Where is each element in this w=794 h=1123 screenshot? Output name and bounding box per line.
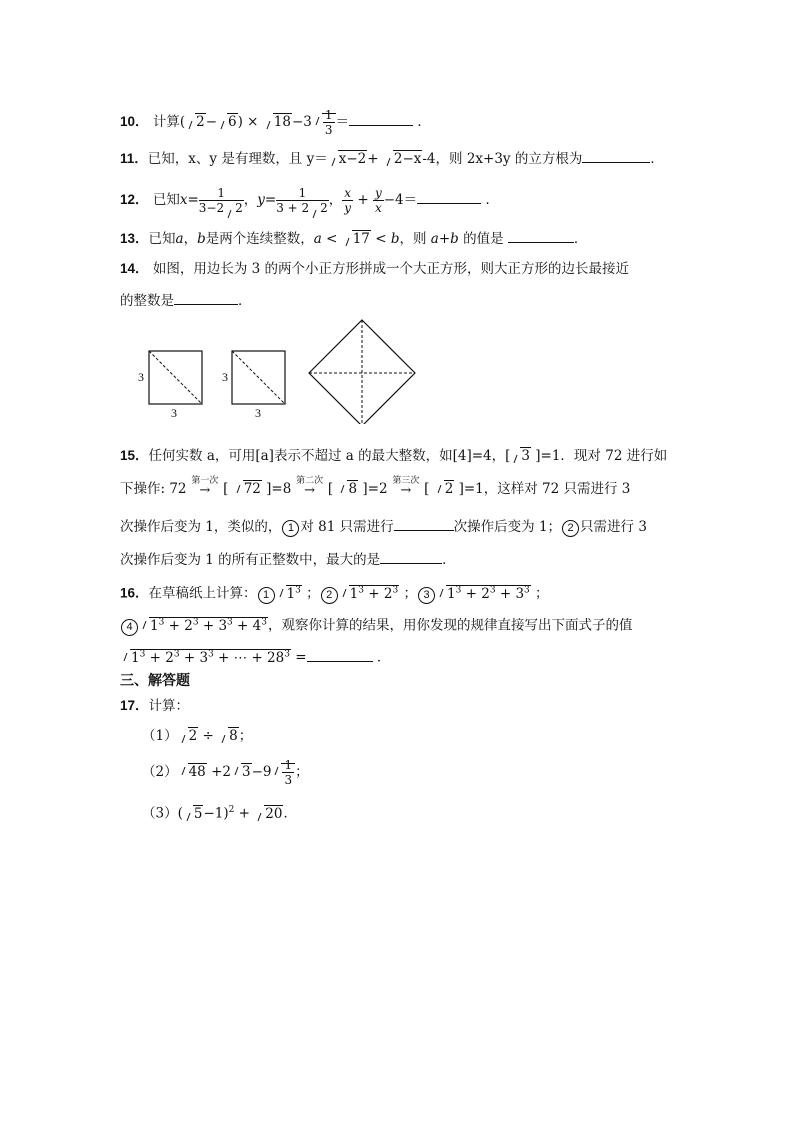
question-text: 在草稿纸上计算： [148,585,257,602]
equals: ＝ [403,192,418,208]
period: ． [573,231,588,247]
question-text: ，则 2x+3y 的立方根为 [435,151,583,167]
arrow-step-1: 第一次 → [191,476,219,498]
question-17-part1: （1） 2 ÷ 8； [142,728,253,744]
question-number: 11． [120,151,148,166]
question-text: ，观察你计算的结果，用你发现的规律直接写出下面式子的值 [267,617,633,634]
question-text: 次操作后变为 1，类似的， [120,519,282,535]
question-14-line2 [120,290,252,311]
question-17-part2: （2） 48 +2 3−9 $\frac{1}{3}$ ； [142,758,309,787]
period: ． [442,552,456,568]
question-text: 只需进行 3 [580,519,647,535]
side-label: 3 [171,406,177,420]
question-number: 15． [120,448,149,463]
diagonal-2 [232,351,285,404]
question-13: 13．已知a，b是两个连续整数，a < 17 < b，则 a+b 的值是 ． [120,228,587,249]
question-text: 已知，x、y 是有理数，且 y＝ [147,151,328,167]
answer-blank[interactable] [380,549,442,564]
question-text: 的整数是 [120,293,174,309]
circled-number: 4 [121,619,138,636]
comma: ， [243,192,258,208]
question-text: 任何实数 a，可用[a]表示不超过 a 的最大整数，如[4]=4，[ [148,448,511,464]
answer-blank[interactable] [349,111,413,126]
circled-number: 2 [321,587,338,604]
question-15-line2: 下操作: 72 第一次 → [ 72 ]=8 第二次 → [ 8 ]=2 第三次 → [ 2 ]=1，这样对 72 只需进行 3 [120,476,630,502]
question-text: 计算 [152,114,180,130]
circled-number: 1 [258,587,275,604]
question-11: 11．已知，x、y 是有理数，且 y＝ x−2+ 2−x-4，则 2x+3y 的立方根为 ． [120,148,664,169]
answer-blank[interactable] [394,516,454,531]
question-number: 13． [120,231,149,246]
question-17-part3: （3）( 5−1)$^2$ + 20． [142,805,297,822]
answer-blank[interactable] [508,228,574,243]
question-text: 已知 [148,231,176,247]
circled-number: 2 [562,520,579,537]
period: ． [485,192,499,208]
question-text: 次操作后变为 1 的所有正整数中，最大的是 [120,552,381,568]
circled-number: 1 [282,520,299,537]
period: ． [417,114,431,130]
question-number: 12． [120,192,149,207]
diagonal-1 [149,351,202,404]
answer-blank[interactable] [174,290,238,305]
question-16-line2: 4 $1^3 + 2^3 + 3^3 + 4^3$，观察你计算的结果，用你发现的规律直接写出下面式子的值 [120,612,632,636]
question-number: 17． [120,698,149,713]
squares-figure [130,318,430,424]
side-label: 3 [222,370,228,384]
period: ． [376,649,391,666]
section-heading: 三、解答题 [120,672,190,688]
side-label: 3 [255,406,261,420]
question-16-line3: $1^3 + 2^3 + 3^3$ + ⋯ + $28^3$ = ． [120,644,390,668]
question-text: ]=1．现对 72 进行如 [535,448,668,464]
question-12: 12． 已知x= $\frac{1}{3-2 2}$ ，y= $\frac{1}{3 + 2 2}$ ， $\frac{x}{y}$ + $\frac{y}{x}$ −4＝ ． [120,186,499,215]
arrow-step-2: 第二次 → [296,476,324,498]
question-number: 10． [120,114,149,129]
arrow-step-3: 第三次 → [392,476,420,498]
question-text: 下操作: 72 [120,481,187,497]
question-text: 计算： [148,698,190,714]
question-17 [120,696,189,716]
question-number: 14． [120,261,149,276]
question-text: ，这样对 72 只需进行 3 [483,481,631,497]
answer-blank[interactable] [307,647,373,662]
question-text: 已知 [152,192,180,208]
part-label: （2） [142,764,178,780]
question-text: 次操作后变为 1； [453,519,562,535]
question-number: 16． [120,585,149,601]
question-text: 如图，用边长为 3 的两个小正方形拼成一个大正方形，则大正方形的边长最接近 [152,261,629,277]
answer-blank[interactable] [417,189,481,204]
side-label: 3 [138,370,144,384]
question-15: 15．任何实数 a，可用[a]表示不超过 a 的最大整数，如[4]=4，[ 3 ]=1．现对 72 进行如 [120,448,668,464]
question-10: 10． 计算( 2− 6) × 18−3 $\frac{1}{3}$ ＝ ． [120,108,431,137]
equals: ＝ [335,114,350,130]
circled-number: 3 [418,587,435,604]
part-label: （3） [142,805,178,822]
question-text: 是两个连续整数， [205,231,314,247]
question-15-line3 [120,516,647,537]
period: ． [650,151,664,167]
answer-blank[interactable] [582,148,650,163]
question-14 [120,259,629,279]
period: ． [238,293,252,309]
question-16: 16．在草稿纸上计算： 1 $1^3$ ； 2 $1^3 + 2^3$ ； 3 $1^3 + 2^3 + 3^3$ ； [120,580,549,604]
question-text: 对 81 只需进行 [300,519,394,535]
question-15-line4 [120,549,456,570]
part-label: （1） [142,728,178,744]
